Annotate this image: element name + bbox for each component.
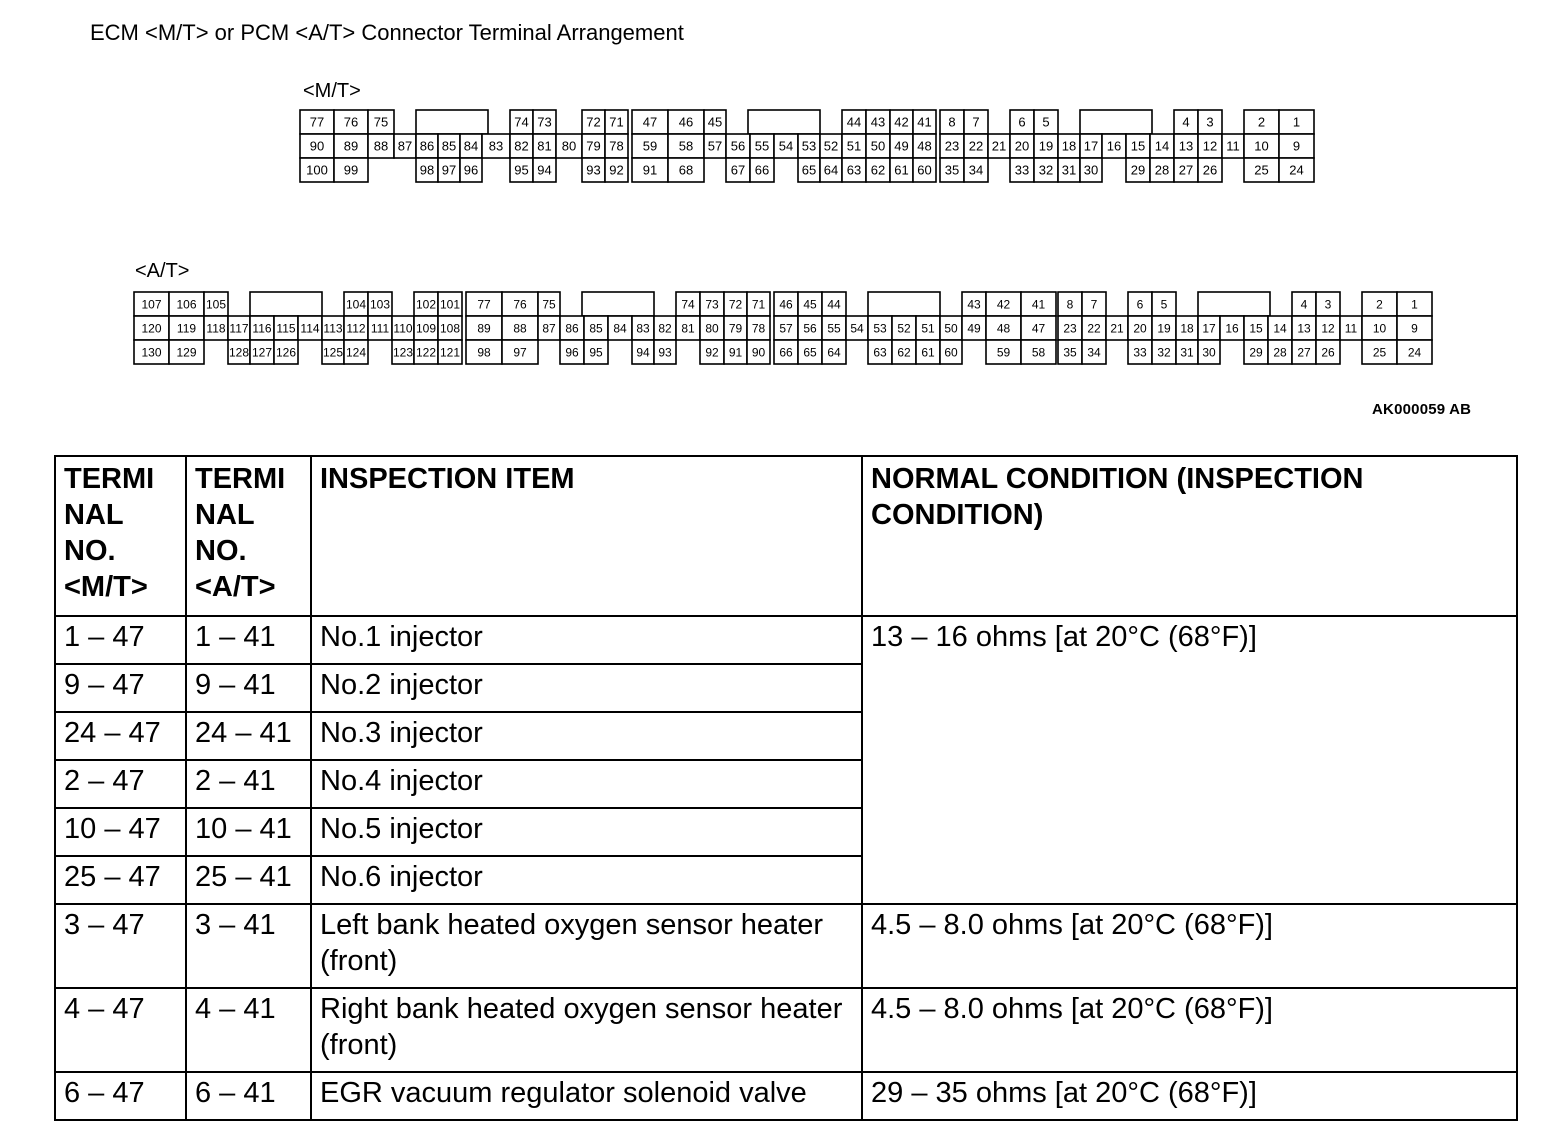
inspection-item: No.2 injector <box>311 664 862 712</box>
terminal-number: 96 <box>463 162 479 178</box>
inspection-item: No.5 injector <box>311 808 862 856</box>
terminal-number: 2 <box>1376 297 1383 312</box>
terminal-number: 12 <box>1202 138 1218 154</box>
terminal-number: 55 <box>754 138 770 154</box>
terminal-number: 4 <box>1300 297 1308 312</box>
terminal-number: 90 <box>309 138 325 154</box>
terminal-number: 19 <box>1157 321 1171 336</box>
terminal-number: 78 <box>751 321 766 336</box>
terminal-number: 59 <box>996 345 1011 360</box>
terminal-number: 117 <box>229 321 249 336</box>
connector-key-slot <box>250 292 322 316</box>
terminal-number: 94 <box>636 345 650 360</box>
terminal-number: 54 <box>850 321 864 336</box>
terminal-number: 6 <box>1018 114 1026 130</box>
terminal-number: 14 <box>1154 138 1170 154</box>
connector-key-slot <box>1080 110 1152 134</box>
terminal-number: 50 <box>870 138 886 154</box>
terminal-number: 104 <box>345 297 367 312</box>
terminal-number: 48 <box>996 321 1011 336</box>
header-inspection-item: INSPECTION ITEM <box>311 456 862 616</box>
terminal-number: 86 <box>565 321 579 336</box>
mt-connector <box>300 110 1314 182</box>
table-header-row <box>55 456 1517 616</box>
terminal-number: 90 <box>751 345 766 360</box>
terminal-number: 95 <box>514 162 529 178</box>
terminal-number: 23 <box>944 138 960 154</box>
terminal-number: 22 <box>1087 321 1101 336</box>
terminal-number: 63 <box>846 162 862 178</box>
terminal-number: 32 <box>1038 162 1054 178</box>
terminal-at: 1 – 41 <box>186 616 311 664</box>
terminal-number: 10 <box>1372 321 1387 336</box>
terminal-number: 55 <box>827 321 841 336</box>
terminal-number: 8 <box>1066 297 1074 312</box>
terminal-number: 54 <box>778 138 794 154</box>
terminal-number: 45 <box>707 114 723 130</box>
terminal-number: 11 <box>1226 138 1240 154</box>
terminal-number: 24 <box>1289 162 1304 178</box>
terminal-number: 114 <box>300 321 320 336</box>
table-row <box>55 1072 1517 1120</box>
inspection-table <box>54 455 1518 1121</box>
terminal-number: 103 <box>369 297 391 312</box>
terminal-number: 5 <box>1160 297 1168 312</box>
table-row <box>55 616 1517 664</box>
terminal-number: 68 <box>678 162 694 178</box>
terminal-number: 7 <box>972 114 980 130</box>
terminal-number: 87 <box>397 138 413 154</box>
terminal-number: 18 <box>1180 321 1194 336</box>
terminal-number: 91 <box>728 345 743 360</box>
terminal-number: 105 <box>205 297 227 312</box>
terminal-number: 118 <box>206 321 226 336</box>
inspection-item: Left bank heated oxygen sensor heater (front) <box>311 904 862 988</box>
terminal-number: 1 <box>1411 297 1418 312</box>
terminal-number: 25 <box>1254 162 1269 178</box>
terminal-number: 26 <box>1321 345 1335 360</box>
terminal-number: 76 <box>343 114 359 130</box>
terminal-number: 41 <box>917 114 932 130</box>
terminal-mt: 10 – 47 <box>55 808 186 856</box>
terminal-at: 25 – 41 <box>186 856 311 904</box>
terminal-number: 108 <box>439 321 461 336</box>
header-terminal-at: TERMI NAL NO. <A/T> <box>186 456 311 616</box>
terminal-at: 2 – 41 <box>186 760 311 808</box>
terminal-number: 83 <box>636 321 650 336</box>
terminal-number: 7 <box>1090 297 1098 312</box>
terminal-number: 60 <box>917 162 932 178</box>
terminal-number: 31 <box>1061 162 1077 178</box>
terminal-number: 44 <box>846 114 862 130</box>
terminal-number: 61 <box>921 345 935 360</box>
terminal-number: 51 <box>846 138 862 154</box>
terminal-number: 66 <box>754 162 770 178</box>
terminal-number: 77 <box>477 297 491 312</box>
terminal-number: 52 <box>897 321 911 336</box>
terminal-number: 93 <box>658 345 672 360</box>
terminal-number: 72 <box>586 114 601 130</box>
terminal-number: 110 <box>393 321 413 336</box>
terminal-number: 57 <box>779 321 793 336</box>
terminal-mt: 24 – 47 <box>55 712 186 760</box>
terminal-mt: 2 – 47 <box>55 760 186 808</box>
terminal-number: 23 <box>1063 321 1077 336</box>
terminal-number: 10 <box>1254 138 1269 154</box>
terminal-number: 32 <box>1157 345 1171 360</box>
terminal-number: 96 <box>565 345 579 360</box>
terminal-number: 58 <box>678 138 694 154</box>
terminal-number: 47 <box>1031 321 1046 336</box>
terminal-number: 13 <box>1178 138 1194 154</box>
terminal-number: 35 <box>1063 345 1077 360</box>
terminal-number: 95 <box>589 345 603 360</box>
terminal-number: 121 <box>439 345 461 360</box>
terminal-number: 71 <box>751 297 766 312</box>
inspection-item: Right bank heated oxygen sensor heater (front) <box>311 988 862 1072</box>
terminal-number: 85 <box>589 321 603 336</box>
terminal-number: 113 <box>323 321 343 336</box>
header-normal-condition: NORMAL CONDITION (INSPECTION CONDITION) <box>862 456 1517 616</box>
terminal-number: 93 <box>586 162 601 178</box>
terminal-number: 86 <box>419 138 435 154</box>
inspection-item: EGR vacuum regulator solenoid valve <box>311 1072 862 1120</box>
terminal-number: 15 <box>1130 138 1146 154</box>
terminal-number: 65 <box>801 162 817 178</box>
terminal-mt: 25 – 47 <box>55 856 186 904</box>
terminal-number: 73 <box>537 114 552 130</box>
inspection-item: No.3 injector <box>311 712 862 760</box>
terminal-number: 1 <box>1292 114 1301 130</box>
normal-condition: 29 – 35 ohms [at 20°C (68°F)] <box>862 1072 1517 1120</box>
inspection-item: No.1 injector <box>311 616 862 664</box>
terminal-number: 47 <box>642 114 658 130</box>
terminal-number: 26 <box>1202 162 1218 178</box>
terminal-number: 98 <box>477 345 491 360</box>
terminal-number: 81 <box>537 138 552 154</box>
terminal-mt: 3 – 47 <box>55 904 186 988</box>
inspection-item: No.6 injector <box>311 856 862 904</box>
terminal-number: 3 <box>1324 297 1332 312</box>
terminal-at: 24 – 41 <box>186 712 311 760</box>
table-row <box>55 988 1517 1072</box>
terminal-number: 72 <box>728 297 743 312</box>
terminal-number: 88 <box>373 138 389 154</box>
terminal-at: 9 – 41 <box>186 664 311 712</box>
terminal-number: 99 <box>343 162 359 178</box>
terminal-number: 100 <box>306 162 328 178</box>
terminal-number: 74 <box>514 114 529 130</box>
terminal-number: 58 <box>1031 345 1046 360</box>
terminal-number: 46 <box>678 114 694 130</box>
terminal-number: 48 <box>917 138 932 154</box>
terminal-number: 84 <box>613 321 627 336</box>
figure-id: AK000059 AB <box>1372 401 1472 418</box>
terminal-number: 92 <box>609 162 624 178</box>
terminal-number: 27 <box>1297 345 1311 360</box>
terminal-number: 75 <box>373 114 389 130</box>
terminal-number: 9 <box>1411 321 1418 336</box>
page-heading: ECM <M/T> or PCM <A/T> Connector Terminal Arrangement <box>90 20 684 45</box>
terminal-number: 19 <box>1038 138 1054 154</box>
terminal-at: 3 – 41 <box>186 904 311 988</box>
terminal-number: 57 <box>707 138 723 154</box>
terminal-number: 5 <box>1042 114 1050 130</box>
terminal-number: 30 <box>1083 162 1099 178</box>
terminal-number: 106 <box>176 297 197 312</box>
mt-connector-label: <M/T> <box>303 80 361 102</box>
terminal-number: 80 <box>705 321 719 336</box>
terminal-number: 4 <box>1182 114 1190 130</box>
terminal-number: 98 <box>419 162 435 178</box>
terminal-number: 79 <box>728 321 743 336</box>
terminal-number: 82 <box>514 138 529 154</box>
normal-condition: 4.5 – 8.0 ohms [at 20°C (68°F)] <box>862 988 1517 1072</box>
connector-key-slot <box>748 110 820 134</box>
terminal-number: 122 <box>415 345 437 360</box>
terminal-number: 3 <box>1206 114 1214 130</box>
terminal-number: 61 <box>894 162 909 178</box>
terminal-number: 21 <box>1110 321 1124 336</box>
terminal-mt: 9 – 47 <box>55 664 186 712</box>
terminal-number: 16 <box>1225 321 1239 336</box>
terminal-number: 130 <box>141 345 162 360</box>
terminal-number: 46 <box>779 297 793 312</box>
terminal-number: 30 <box>1202 345 1216 360</box>
terminal-number: 60 <box>944 345 958 360</box>
terminal-number: 12 <box>1321 321 1335 336</box>
terminal-number: 111 <box>370 321 390 336</box>
terminal-number: 31 <box>1180 345 1194 360</box>
terminal-number: 88 <box>513 321 527 336</box>
terminal-number: 107 <box>141 297 162 312</box>
terminal-number: 28 <box>1273 345 1287 360</box>
terminal-number: 20 <box>1133 321 1147 336</box>
terminal-number: 85 <box>441 138 457 154</box>
terminal-number: 6 <box>1136 297 1144 312</box>
terminal-number: 82 <box>658 321 672 336</box>
terminal-number: 45 <box>803 297 817 312</box>
terminal-number: 124 <box>345 345 367 360</box>
terminal-number: 76 <box>513 297 527 312</box>
at-connector <box>134 292 1432 364</box>
terminal-number: 20 <box>1014 138 1030 154</box>
terminal-number: 97 <box>513 345 527 360</box>
terminal-number: 79 <box>586 138 601 154</box>
terminal-number: 21 <box>991 138 1007 154</box>
terminal-number: 127 <box>251 345 273 360</box>
terminal-number: 83 <box>488 138 504 154</box>
terminal-number: 62 <box>870 162 886 178</box>
terminal-number: 24 <box>1407 345 1422 360</box>
terminal-number: 63 <box>873 345 887 360</box>
terminal-at: 6 – 41 <box>186 1072 311 1120</box>
normal-condition: 4.5 – 8.0 ohms [at 20°C (68°F)] <box>862 904 1517 988</box>
terminal-mt: 1 – 47 <box>55 616 186 664</box>
terminal-mt: 4 – 47 <box>55 988 186 1072</box>
terminal-number: 33 <box>1133 345 1147 360</box>
terminal-number: 50 <box>944 321 958 336</box>
terminal-number: 27 <box>1178 162 1194 178</box>
connector-key-slot <box>1198 292 1270 316</box>
terminal-number: 91 <box>642 162 658 178</box>
terminal-number: 17 <box>1083 138 1099 154</box>
terminal-number: 17 <box>1202 321 1216 336</box>
terminal-number: 92 <box>705 345 719 360</box>
terminal-number: 53 <box>801 138 817 154</box>
terminal-number: 119 <box>176 321 197 336</box>
terminal-number: 43 <box>967 297 981 312</box>
connector-key-slot <box>582 292 654 316</box>
terminal-number: 64 <box>823 162 839 178</box>
terminal-number: 102 <box>415 297 437 312</box>
terminal-number: 28 <box>1154 162 1170 178</box>
terminal-number: 9 <box>1292 138 1301 154</box>
terminal-number: 71 <box>609 114 624 130</box>
terminal-number: 116 <box>252 321 272 336</box>
terminal-number: 123 <box>392 345 414 360</box>
terminal-number: 67 <box>730 162 746 178</box>
terminal-at: 4 – 41 <box>186 988 311 1072</box>
terminal-number: 112 <box>346 321 366 336</box>
terminal-number: 51 <box>921 321 935 336</box>
terminal-number: 15 <box>1249 321 1263 336</box>
terminal-number: 59 <box>642 138 658 154</box>
terminal-number: 62 <box>897 345 911 360</box>
terminal-number: 44 <box>827 297 841 312</box>
normal-condition: 13 – 16 ohms [at 20°C (68°F)] <box>862 616 1517 904</box>
terminal-number: 84 <box>463 138 479 154</box>
terminal-number: 49 <box>894 138 909 154</box>
terminal-number: 64 <box>827 345 841 360</box>
terminal-number: 73 <box>705 297 719 312</box>
terminal-number: 33 <box>1014 162 1030 178</box>
terminal-number: 22 <box>968 138 984 154</box>
terminal-number: 89 <box>343 138 359 154</box>
terminal-number: 43 <box>870 114 886 130</box>
terminal-number: 53 <box>873 321 887 336</box>
terminal-number: 97 <box>441 162 457 178</box>
terminal-number: 14 <box>1273 321 1287 336</box>
terminal-number: 25 <box>1372 345 1387 360</box>
terminal-number: 2 <box>1257 114 1266 130</box>
terminal-number: 129 <box>176 345 197 360</box>
terminal-number: 77 <box>309 114 325 130</box>
inspection-item: No.4 injector <box>311 760 862 808</box>
terminal-number: 120 <box>141 321 162 336</box>
terminal-number: 29 <box>1130 162 1146 178</box>
terminal-number: 74 <box>681 297 695 312</box>
terminal-number: 13 <box>1297 321 1311 336</box>
terminal-number: 128 <box>228 345 250 360</box>
terminal-number: 87 <box>542 321 556 336</box>
terminal-number: 81 <box>681 321 695 336</box>
terminal-number: 78 <box>609 138 624 154</box>
connector-diagram <box>0 0 1568 440</box>
terminal-number: 109 <box>415 321 437 336</box>
terminal-number: 80 <box>561 138 577 154</box>
terminal-number: 34 <box>968 162 984 178</box>
terminal-number: 125 <box>322 345 344 360</box>
terminal-number: 65 <box>803 345 817 360</box>
terminal-number: 56 <box>730 138 746 154</box>
table-row <box>55 904 1517 988</box>
terminal-number: 56 <box>803 321 817 336</box>
header-terminal-mt: TERMI NAL NO. <M/T> <box>55 456 186 616</box>
terminal-number: 42 <box>996 297 1011 312</box>
terminal-number: 89 <box>477 321 491 336</box>
connector-key-slot <box>416 110 488 134</box>
terminal-mt: 6 – 47 <box>55 1072 186 1120</box>
terminal-number: 94 <box>537 162 552 178</box>
terminal-at: 10 – 41 <box>186 808 311 856</box>
connector-key-slot <box>868 292 940 316</box>
terminal-number: 11 <box>1344 321 1358 336</box>
terminal-number: 41 <box>1031 297 1046 312</box>
terminal-number: 29 <box>1249 345 1263 360</box>
terminal-number: 16 <box>1106 138 1122 154</box>
terminal-number: 126 <box>275 345 297 360</box>
terminal-number: 35 <box>944 162 960 178</box>
terminal-number: 101 <box>439 297 461 312</box>
terminal-number: 66 <box>779 345 793 360</box>
at-connector-label: <A/T> <box>135 260 190 282</box>
terminal-number: 49 <box>967 321 981 336</box>
terminal-number: 115 <box>276 321 296 336</box>
terminal-number: 75 <box>542 297 556 312</box>
terminal-number: 18 <box>1061 138 1077 154</box>
terminal-number: 34 <box>1087 345 1101 360</box>
terminal-number: 42 <box>894 114 909 130</box>
terminal-number: 52 <box>823 138 839 154</box>
terminal-number: 8 <box>948 114 956 130</box>
